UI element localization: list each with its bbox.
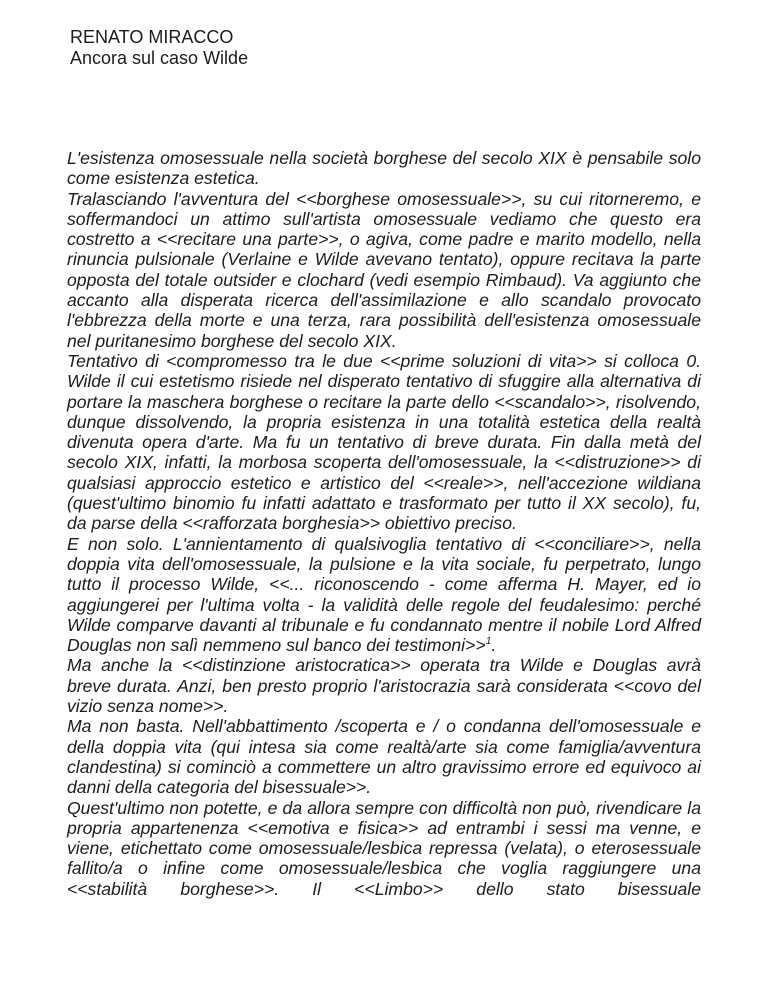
paragraph-run: . xyxy=(491,635,497,656)
footnote-marker: 1 xyxy=(485,635,492,648)
paragraph xyxy=(67,655,701,716)
paragraph-run: Tentativo di <compromesso tra le due <<prime soluzioni di vita>> si colloca 0. Wilde il cui estetismo risiede nel disperato tentativo di sfuggire alla alternativa di portare la maschera borghese o recitare la parte dello <<scandalo>>, risolvendo, dunque dissolvendo, la propria esistenza in una totalità estetica della realtà divenuta opera d'arte. Ma fu un tentativo di breve durata. Fin dalla metà del secolo XIX, infatti, la morbosa scoperta dell'omosessuale, la <<distruzione>> di qualsiasi approccio estetico e artistico del <<reale>>, nell'accezione wildiana (quest'ultimo binomio fu infatti adattato e trasformato per tutto il XX secolo), fu, da parse della <<rafforzata borghesia>> obiettivo preciso. xyxy=(67,350,701,534)
paragraph xyxy=(67,798,701,899)
paragraph xyxy=(67,351,701,534)
paragraph-run: E non solo. L'annientamento di qualsivoglia tentativo di <<conciliare>>, nella doppia vita dell'omosessuale, la pulsione e la vita sociale, fu perpetrato, lungo tutto il processo Wilde, <<... riconoscendo - come afferma H. Mayer, ed io aggiungerei per l'ultima volta - la validità delle regole del feudalesimo: perché Wilde comparve davanti al tribunale e fu condannato mentre il nobile Lord Alfred Douglas non salì nemmeno sul banco dei testimoni>> xyxy=(67,533,701,656)
author-line: RENATO MIRACCO xyxy=(70,27,234,47)
paragraph-run: Tralasciando l'avventura del <<borghese omosessuale>>, su cui ritorneremo, e soffermandoci un attimo sull'artista omosessuale vediamo che questo era costretto a <<recitare una parte>>, o agiva, come padre e marito modello, nella rinuncia pulsionale (Verlaine e Wilde avevano tentato), oppure recitava la parte opposta del totale outsider e clochard (vedi esempio Rimbaud). Va aggiunto che accanto alla disperata ricerca dell'assimilazione e allo scandalo provocato l'ebbrezza della morte e una terza, rara possibilità dell'esistenza omosessuale nel puritanesimo borghese del secolo XIX. xyxy=(67,188,701,351)
paragraph xyxy=(67,189,701,351)
paragraph-run: Ma non basta. Nell'abbattimento /scoperta e / o condanna dell'omosessuale e della doppia vita (qui intesa sia come realtà/arte sia come famiglia/avventura clandestina) si cominciò a commettere un altro gravissimo errore ed equivoco ai danni della categoria del bisessuale>>. xyxy=(67,716,701,798)
paragraph xyxy=(67,534,701,656)
document-header xyxy=(70,27,248,69)
body-text xyxy=(67,148,701,899)
paragraph-run: Ma anche la <<distinzione aristocratica>> operata tra Wilde e Douglas avrà breve durata. Anzi, ben presto proprio l'aristocrazia sarà considerata <<covo del vizio senza nome>>. xyxy=(67,655,701,717)
title-line: Ancora sul caso Wilde xyxy=(70,48,249,68)
paragraph xyxy=(67,148,701,189)
paragraph-run: Quest'ultimo non potette, e da allora sempre con difficoltà non può, rivendicare la propria appartenenza <<emotiva e fisica>> ad entrambi i sessi ma venne, e viene, etichettato come omosessuale/lesbica repressa (velata), o eterosessuale fallito/a o infine come omosessuale/lesbica che voglia raggiungere una <<stabilità borghese>>. Il <<Limbo>> dello stato bisessuale xyxy=(67,797,701,899)
paragraph xyxy=(67,716,701,797)
paragraph-run: L'esistenza omosessuale nella società borghese del secolo XIX è pensabile solo come esistenza estetica. xyxy=(67,148,701,189)
